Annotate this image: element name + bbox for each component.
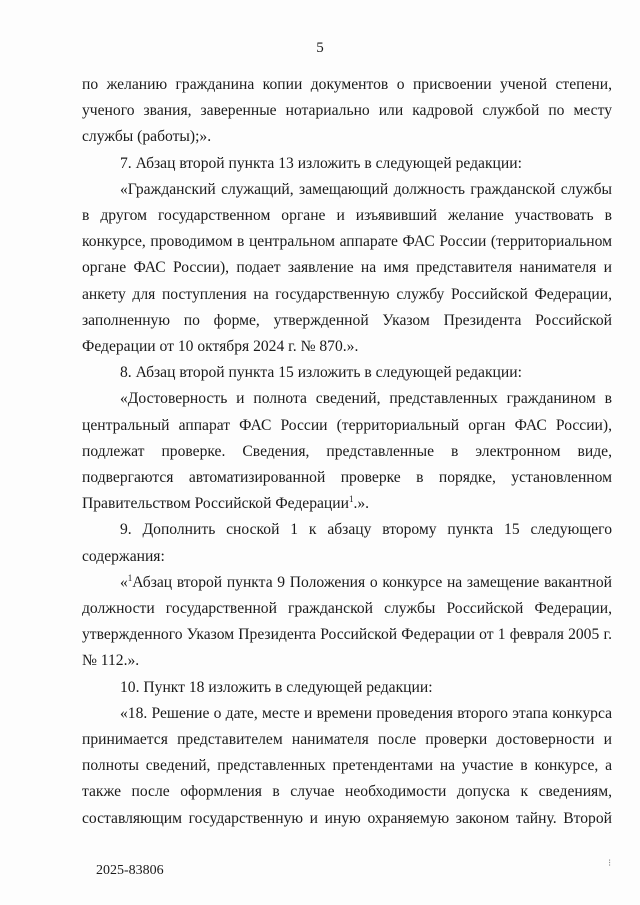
paragraph-item-10: 10. Пункт 18 изложить в следующей редакции:: [120, 678, 433, 696]
footnote-ref: 1: [348, 494, 354, 505]
footnote-marker: 1: [127, 572, 133, 583]
paragraph-item-8: 8. Абзац второй пункта 15 изложить в следующей редакции:: [120, 364, 522, 382]
margin-mark: ⁝: [608, 858, 612, 869]
paragraph-item-8-body: «Достоверность и полнота сведений, представленных гражданином в центральный аппарат ФАС России (территориальный орган ФАС России), подлежат проверке. Сведения, представленные в электронном виде, подвергаются автоматизированной проверке в порядке, установленном Правительством Российской Федерации: [82, 390, 612, 513]
page-number: 5: [316, 40, 324, 56]
paragraph-item-10-text: «18. Решение о дате, месте и времени проведения второго этапа конкурса принимается представителем нанимателя после проверки достоверности и полноты сведений, представленных претендентами на участие в конкурсе, а также после оформления в случае необходимости допуска к сведениям, составляющим государственную и иную охраняемую законом тайну. Второй: [82, 704, 612, 827]
paragraph-item-7-text: «Гражданский служащий, замещающий должность гражданской службы в другом государственном органе и изъявивший желание участвовать в конкурсе, проводимом в центральном аппарате ФАС России (территориальном органе ФАС России), подает заявление на имя представителя нанимателя и анкету для поступления на государственную службу Российской Федерации, заполненную по форме, утвержденной Указом Президента Российской Федерации от 10 октября 2024 г. № 870.».: [82, 180, 612, 356]
paragraph-item-8-text: [82, 386, 612, 517]
paragraph-continuation: по желанию гражданина копии документов о присвоении ученой степени, ученого звания, заверенные нотариально или кадровой службой по месту службы (работы);».: [82, 76, 612, 146]
footnote-text: Абзац второй пункта 9 Положения о конкурсе на замещение вакантной должности государственной гражданской службы Российской Федерации, утвержденного Указом Президента Российской Федерации от 1 февраля 2005 г. № 112.».: [82, 573, 612, 670]
document-code: 2025-83806: [96, 863, 164, 878]
paragraph-item-9: 9. Дополнить сноской 1 к абзацу второму пункта 15 следующего содержания:: [82, 521, 612, 565]
paragraph-item-7: 7. Абзац второй пункта 13 изложить в следующей редакции:: [120, 154, 522, 172]
document-body: [82, 72, 612, 832]
quote-open: «: [120, 573, 128, 591]
paragraph-item-8-end: .».: [353, 495, 370, 513]
paragraph-item-9-text: [82, 570, 612, 675]
